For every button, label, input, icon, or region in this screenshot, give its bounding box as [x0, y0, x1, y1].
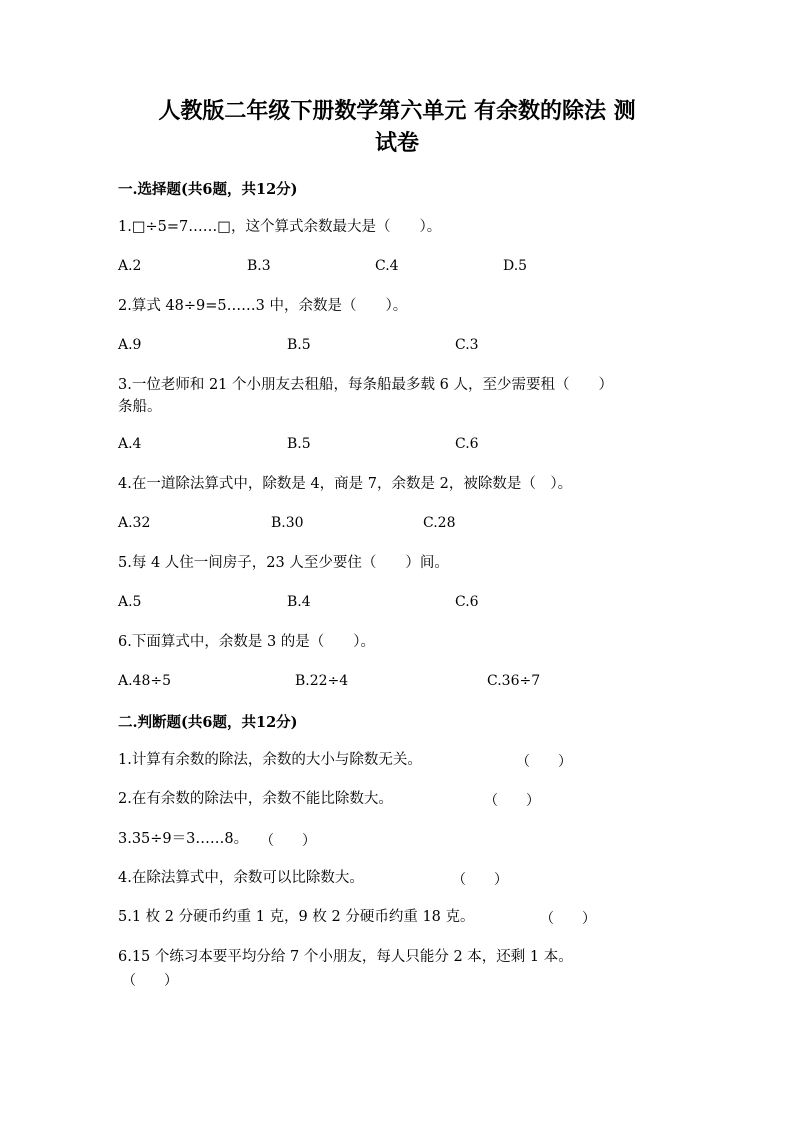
choice-question-3-line1: 3.一位老师和 21 个小朋友去租船，每条船最多载 6 人，至少需要租（ ） — [118, 377, 613, 393]
option-5a: A.5 — [118, 594, 142, 610]
judge-question-6: 6.15 个练习本要平均分给 7 个小朋友，每人只能分 2 本，还剩 1 本。 — [118, 949, 573, 965]
option-1d: D.5 — [503, 258, 528, 274]
option-4b: B.30 — [271, 515, 304, 531]
option-5b: B.4 — [287, 594, 311, 610]
page-title-line1: 人教版二年级下册数学第六单元 有余数的除法 测 — [158, 98, 636, 124]
choice-question-5: 5.每 4 人住一间房子，23 人至少要住（ ）间。 — [118, 555, 449, 571]
judge-question-4: 4.在除法算式中，余数可以比除数大。 — [118, 870, 364, 886]
judge-bracket-6: （ ） — [122, 973, 178, 989]
choice-question-2: 2.算式 48÷9=5……3 中，余数是（ ）。 — [118, 298, 408, 314]
option-6a: A.48÷5 — [118, 673, 172, 689]
choice-question-3-line2: 条船。 — [118, 399, 162, 415]
judge-bracket-4: （ ） — [452, 872, 508, 888]
section-heading-judgement: 二.判断题(共6题，共12分) — [118, 714, 298, 731]
section-heading-choice: 一.选择题(共6题，共12分) — [118, 181, 298, 198]
judge-question-3: 3.35÷9＝3……8。 — [118, 831, 249, 847]
choice-question-6: 6.下面算式中，余数是 3 的是（ ）。 — [118, 634, 376, 650]
option-3a: A.4 — [118, 436, 142, 452]
option-4a: A.32 — [118, 515, 151, 531]
option-1b: B.3 — [247, 258, 271, 274]
judge-bracket-3: （ ） — [260, 833, 316, 849]
option-1a: A.2 — [118, 258, 142, 274]
option-6b: B.22÷4 — [295, 673, 349, 689]
option-3b: B.5 — [287, 436, 311, 452]
judge-question-1: 1.计算有余数的除法，余数的大小与除数无关。 — [118, 752, 422, 768]
judge-bracket-5: （ ） — [540, 911, 596, 927]
page-title-line2: 试卷 — [374, 130, 419, 156]
option-5c: C.6 — [455, 594, 479, 610]
option-3c: C.6 — [455, 436, 479, 452]
choice-question-1: 1.□÷5=7……□，这个算式余数最大是（ ）。 — [118, 219, 442, 235]
judge-question-2: 2.在有余数的除法中，余数不能比除数大。 — [118, 791, 393, 807]
option-1c: C.4 — [375, 258, 399, 274]
judge-bracket-2: （ ） — [484, 793, 540, 809]
judge-bracket-1: （ ） — [516, 754, 572, 770]
option-6c: C.36÷7 — [487, 673, 541, 689]
choice-question-4: 4.在一道除法算式中，除数是 4，商是 7，余数是 2，被除数是（ ）。 — [118, 476, 573, 492]
option-2c: C.3 — [455, 337, 479, 353]
option-2b: B.5 — [287, 337, 311, 353]
option-2a: A.9 — [118, 337, 142, 353]
judge-question-5: 5.1 枚 2 分硬币约重 1 克，9 枚 2 分硬币约重 18 克。 — [118, 909, 475, 925]
option-4c: C.28 — [423, 515, 456, 531]
